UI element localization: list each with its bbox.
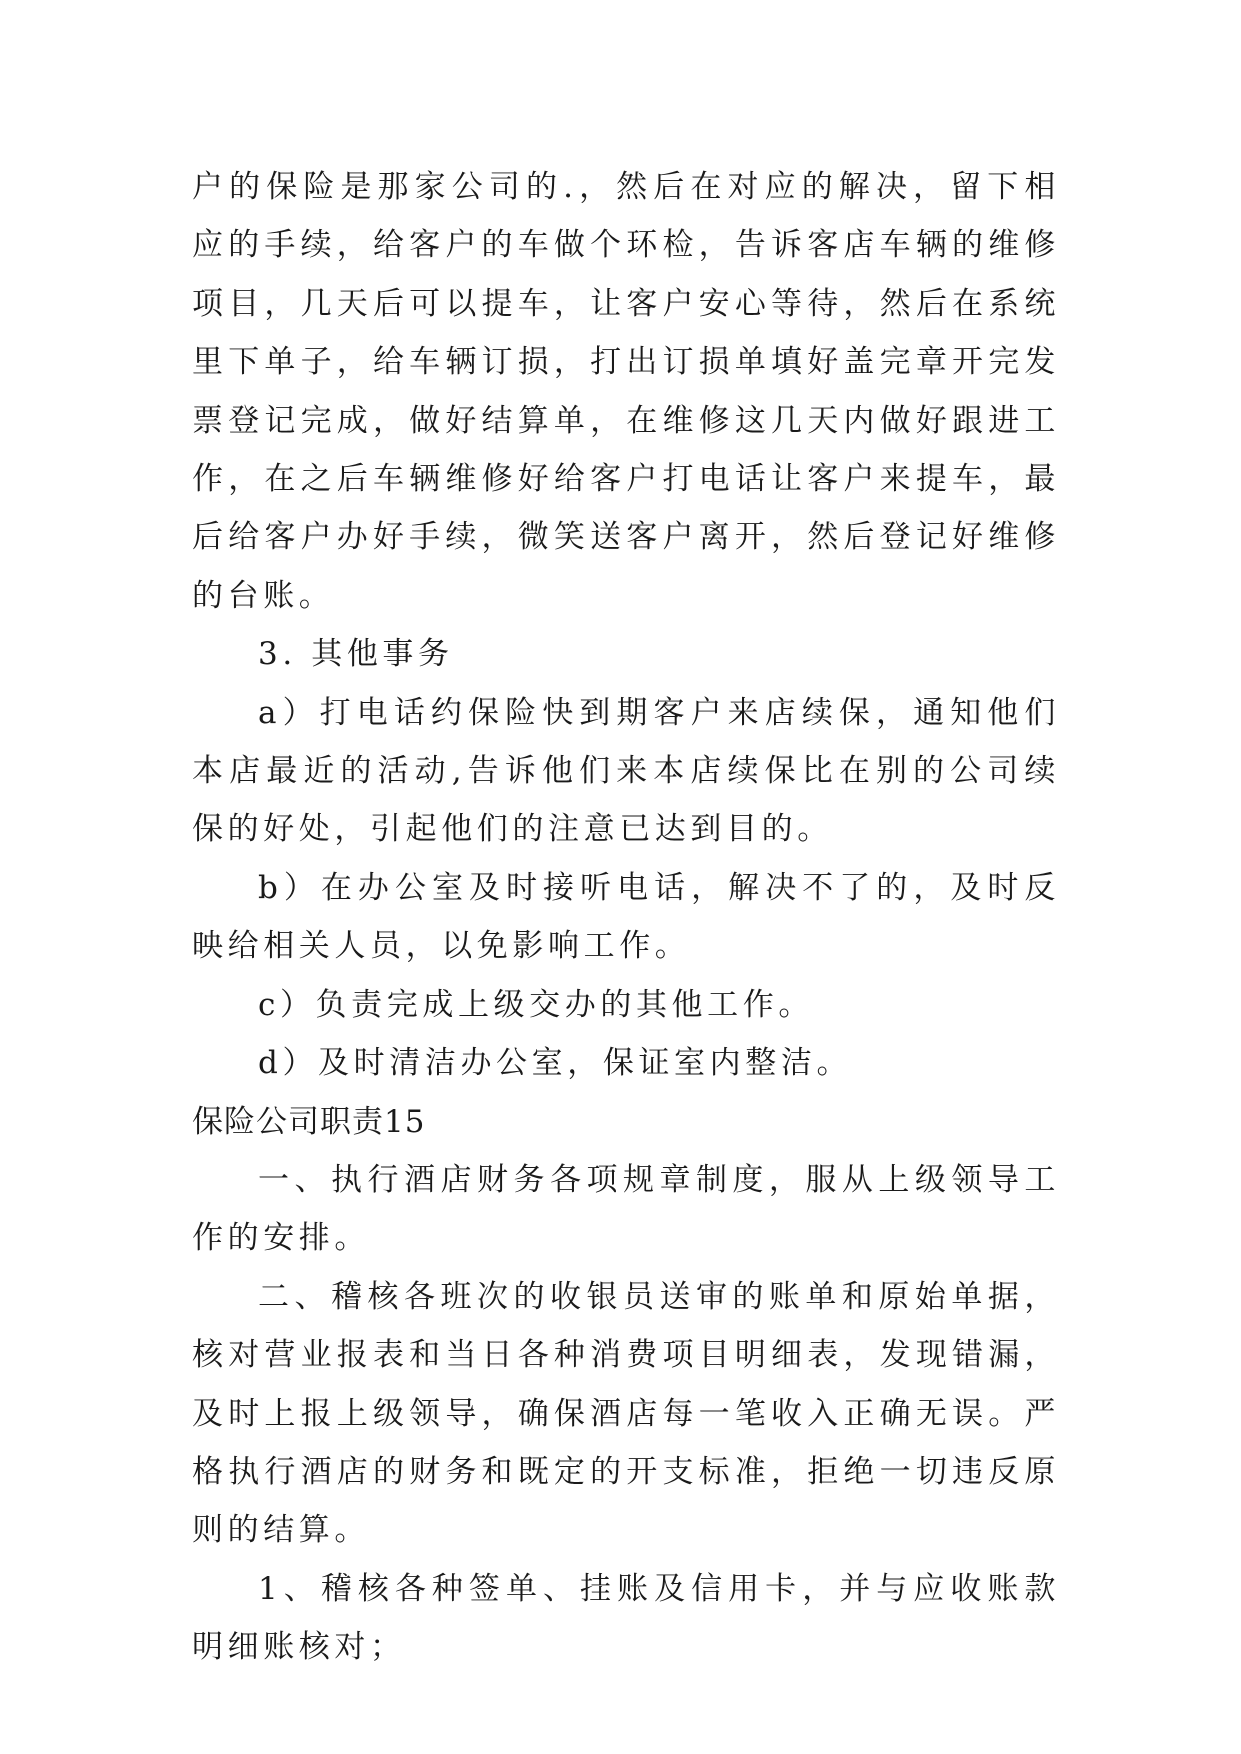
document-body bbox=[192, 158, 1060, 1677]
list-item-d: d）及时清洁办公室，保证室内整洁。 bbox=[258, 1045, 853, 1082]
paragraph-item-one: 一、执行酒店财务各项规章制度，服从上级领导工作的安排。 bbox=[192, 1161, 1060, 1257]
section-title-duties-15: 保险公司职责15 bbox=[192, 1103, 426, 1140]
list-item-b: b）在办公室及时接听电话，解决不了的，及时反映给相关人员，以免影响工作。 bbox=[192, 869, 1060, 965]
paragraph-item-two: 二、稽核各班次的收银员送审的账单和原始单据，核对营业报表和当日各种消费项目明细表，发现错漏，及时上报上级领导，确保酒店每一笔收入正确无误。严格执行酒店的财务和既定的开支标准，拒绝一切违反原则的结算。 bbox=[192, 1278, 1060, 1549]
section-heading-other-affairs: 3. 其他事务 bbox=[258, 636, 454, 673]
list-item-a: a）打电话约保险快到期客户来店续保，通知他们本店最近的活动,告诉他们来本店续保比在别的公司续保的好处，引起他们的注意已达到目的。 bbox=[192, 694, 1060, 848]
list-item-c: c）负责完成上级交办的其他工作。 bbox=[258, 986, 814, 1023]
paragraph-subitem-1: 1、稽核各种签单、挂账及信用卡，并与应收账款明细账核对； bbox=[192, 1570, 1060, 1666]
paragraph-continuation: 户的保险是那家公司的.，然后在对应的解决，留下相应的手续，给客户的车做个环检，告诉客店车辆的维修项目，几天后可以提车，让客户安心等待，然后在系统里下单子，给车辆订损，打出订损单填好盖完章开完发票登记完成，做好结算单，在维修这几天内做好跟进工作，在之后车辆维修好给客户打电话让客户来提车，最后给客户办好手续，微笑送客户离开，然后登记好维修的台账。 bbox=[192, 169, 1060, 614]
